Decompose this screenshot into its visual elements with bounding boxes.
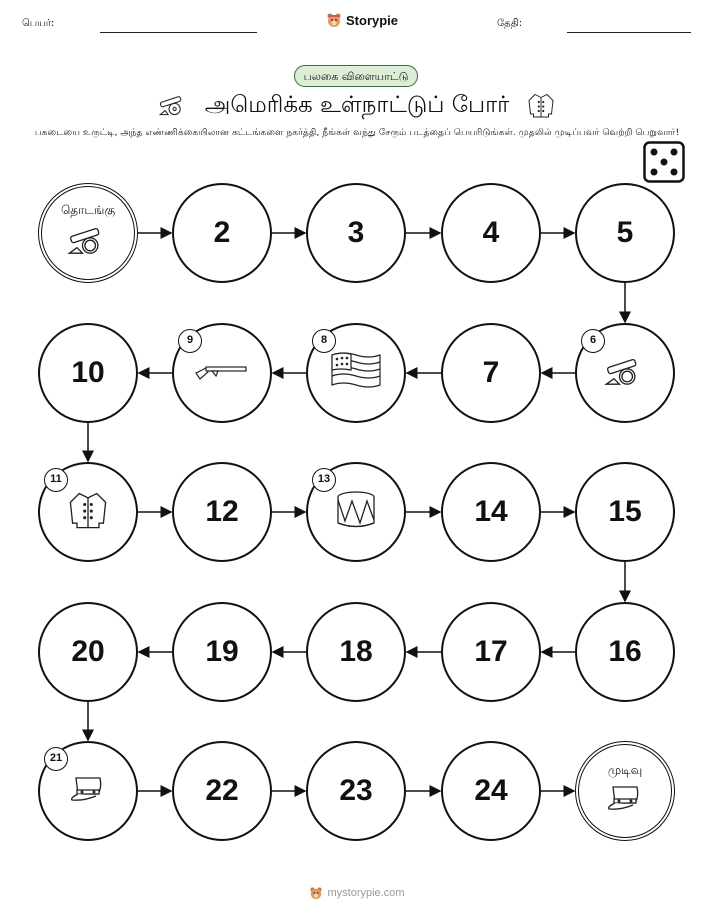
board-space (38, 323, 138, 423)
board-space (441, 183, 541, 283)
page-title: அமெரிக்க உள்நாட்டுப் போர் (204, 92, 510, 118)
space-number: 22 (205, 774, 239, 807)
space-number-badge: 11 (44, 468, 68, 492)
space-number: 16 (608, 635, 642, 668)
kepi-icon (603, 783, 647, 817)
space-number: 15 (608, 495, 642, 528)
space-number-badge: 13 (312, 468, 336, 492)
board-space (172, 323, 272, 423)
drum-icon (333, 488, 379, 536)
footer-site[interactable]: mystorypie.com (327, 887, 405, 899)
space-number: 4 (482, 216, 500, 249)
board-space (441, 602, 541, 702)
board-game-badge: பலகை விளையாட்டு (294, 65, 418, 87)
board-space (38, 462, 138, 562)
space-number: 20 (71, 635, 105, 668)
board-space (172, 183, 272, 283)
board-space (306, 183, 406, 283)
space-label: தொடங்கு (60, 203, 116, 217)
coat-icon (66, 488, 110, 536)
footer (0, 886, 714, 900)
space-number: 17 (474, 635, 508, 668)
space-number: 2 (213, 216, 231, 249)
cannon-icon (603, 354, 647, 392)
kepi-icon (66, 774, 110, 808)
board-space (306, 323, 406, 423)
board-space (441, 323, 541, 423)
board-space (38, 741, 138, 841)
space-number: 14 (474, 495, 508, 528)
board-space (38, 602, 138, 702)
start-space (38, 183, 138, 283)
space-number: 10 (71, 356, 105, 389)
space-number-badge: 8 (312, 329, 336, 353)
brand-name: Storypie (346, 12, 399, 28)
space-number-badge: 9 (178, 329, 202, 353)
space-number: 23 (339, 774, 373, 807)
board-space (575, 462, 675, 562)
bear-icon (309, 886, 323, 900)
space-number: 19 (205, 635, 239, 668)
space-number: 7 (482, 356, 500, 389)
space-number-badge: 6 (581, 329, 605, 353)
board-space (575, 323, 675, 423)
name-label: பெயர்: (22, 18, 55, 29)
space-number: 3 (347, 216, 365, 249)
board-space (575, 183, 675, 283)
board-space (575, 602, 675, 702)
board-space (306, 602, 406, 702)
space-number: 24 (474, 774, 508, 807)
flag-icon (329, 351, 383, 395)
board-space (441, 462, 541, 562)
cannon-icon (66, 223, 110, 261)
board-space (441, 741, 541, 841)
board-space (306, 741, 406, 841)
space-number-badge: 21 (44, 747, 68, 771)
board-space (172, 462, 272, 562)
date-label: தேதி: (497, 18, 523, 29)
space-number: 18 (339, 635, 373, 668)
space-number: 5 (616, 216, 634, 249)
finish-space (575, 741, 675, 841)
board-space (172, 602, 272, 702)
musket-icon (194, 359, 250, 387)
board-space (306, 462, 406, 562)
instructions: பகடையை உருட்டி, அந்த எண்ணிக்கையிலான கட்டங்களை நகர்த்தி, நீங்கள் வந்து சேரும் படத்தைப் பெயரிடுங்கள். முதலில் முடிப்பவர் வெற்றி பெறுவார்! (34, 127, 680, 138)
board-space (172, 741, 272, 841)
space-label: முடிவு (607, 763, 643, 777)
space-number: 12 (205, 495, 239, 528)
